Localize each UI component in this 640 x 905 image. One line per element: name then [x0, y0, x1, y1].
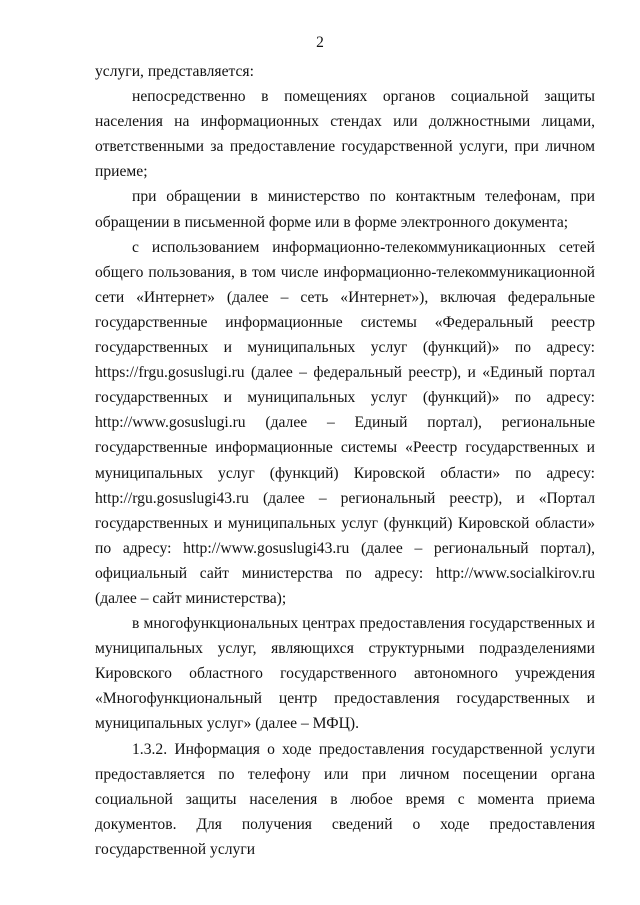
page-number: 2: [316, 34, 324, 51]
paragraph-mfc: в многофункциональных центрах предоставления государственных и муниципальных услуг, являющихся структурными подразделениями Кировского областного государственного автономного учреждения «Многофункциональный центр предоставления государственных и муниципальных услуг» (далее – МФЦ).: [95, 615, 595, 733]
document-body: [95, 59, 595, 862]
paragraph-continuation: услуги, представляется:: [95, 63, 254, 80]
paragraph-internet: с использованием информационно-телекоммуникационных сетей общего пользования, в том числе информационно-телекоммуникационной сети «Интернет» (далее – сеть «Интернет»), включая федеральные государственные информационные системы «Федеральный реестр государственных и муниципальных услуг (функций)» по адресу: https://frgu.gosuslugi.ru (далее – федеральный реестр), и «Единый портал государственных и муниципальных услуг (функций)» по адресу: http://www.gosuslugi.ru (далее – Единый портал), региональные государственные информационные системы «Реестр государственных и муниципальных услуг (функций) Кировской области» по адресу: http://rgu.gosuslugi43.ru (далее – региональный реестр), и «Портал государственных и муниципальных услуг (функций) Кировской области» по адресу: http://www.gosuslugi43.ru (далее – региональный портал), официальный сайт министерства по адресу: http://www.socialkirov.ru (далее – сайт министерства);: [95, 238, 595, 607]
paragraph-1-3-2: 1.3.2. Информация о ходе предоставления государственной услуги предоставляется по телефону или при личном посещении органа социальной защиты населения в любое время с момента приема документов. Для получения сведений о ходе предоставления государственной услуги: [95, 740, 595, 858]
paragraph-premises: непосредственно в помещениях органов социальной защиты населения на информационных стендах или должностными лицами, ответственными за предоставление государственной услуги, при личном приеме;: [95, 88, 595, 181]
paragraph-ministry-contact: при обращении в министерство по контактным телефонам, при обращении в письменной форме или в форме электронного документа;: [95, 188, 595, 231]
